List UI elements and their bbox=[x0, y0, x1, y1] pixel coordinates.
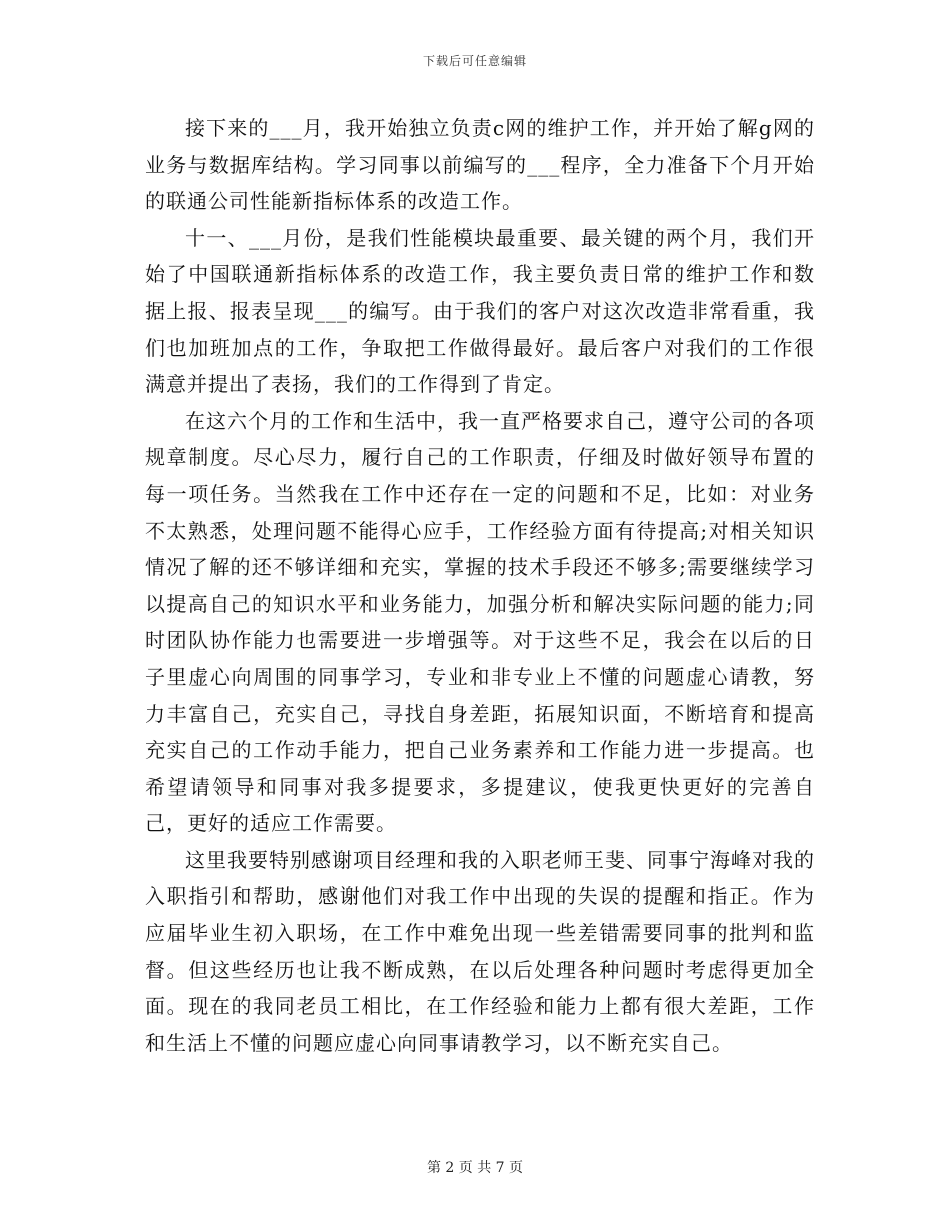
page-header: 下载后可任意编辑 bbox=[422, 54, 527, 68]
paragraph: 在这六个月的工作和生活中，我一直严格要求自己，遵守公司的各项规章制度。尽心尽力，履行自己的工作职责，仔细及时做好领导布置的每一项任务。当然我在工作中还存在一定的问题和不足，比如：对业务不太熟悉，处理问题不能得心应手，工作经验方面有待提高;对相关知识情况了解的还不够详细和充实，掌握的技术手段还不够多;需要继续学习以提高自己的知识水平和业务能力，加强分析和解决实际问题的能力;同时团队协作能力也需要进一步增强等。对于这些不足，我会在以后的日子里虚心向周围的同事学习，专业和非专业上不懂的问题虚心请教，努力丰富自己，充实自己，寻找自身差距，拓展知识面，不断培育和提高充实自己的工作动手能力，把自己业务素养和工作能力进一步提高。也希望请领导和同事对我多提要求，多提建议，使我更快更好的完善自己，更好的适应工作需要。 bbox=[145, 408, 815, 836]
document-body bbox=[145, 110, 815, 1061]
paragraph: 这里我要特别感谢项目经理和我的入职老师王斐、同事宁海峰对我的入职指引和帮助，感谢他们对我工作中出现的失误的提醒和指正。作为应届毕业生初入职场，在工作中难免出现一些差错需要同事的批判和监督。但这些经历也让我不断成熟，在以后处理各种问题时考虑得更加全面。现在的我同老员工相比，在工作经验和能力上都有很大差距，工作和生活上不懂的问题应虚心向同事请教学习，以不断充实自己。 bbox=[145, 847, 815, 1055]
paragraph: 十一、___月份，是我们性能模块最重要、最关键的两个月，我们开始了中国联通新指标体系的改造工作，我主要负责日常的维护工作和数据上报、报表呈现___的编写。由于我们的客户对这次改造非常看重，我们也加班加点的工作，争取把工作做得最好。最后客户对我们的工作很满意并提出了表扬，我们的工作得到了肯定。 bbox=[145, 225, 815, 397]
page-number: 第 2 页 共 7 页 bbox=[426, 1160, 524, 1176]
paragraph: 接下来的___月，我开始独立负责c网的维护工作，并开始了解g网的业务与数据库结构。学习同事以前编写的___程序，全力准备下个月开始的联通公司性能新指标体系的改造工作。 bbox=[145, 116, 815, 214]
